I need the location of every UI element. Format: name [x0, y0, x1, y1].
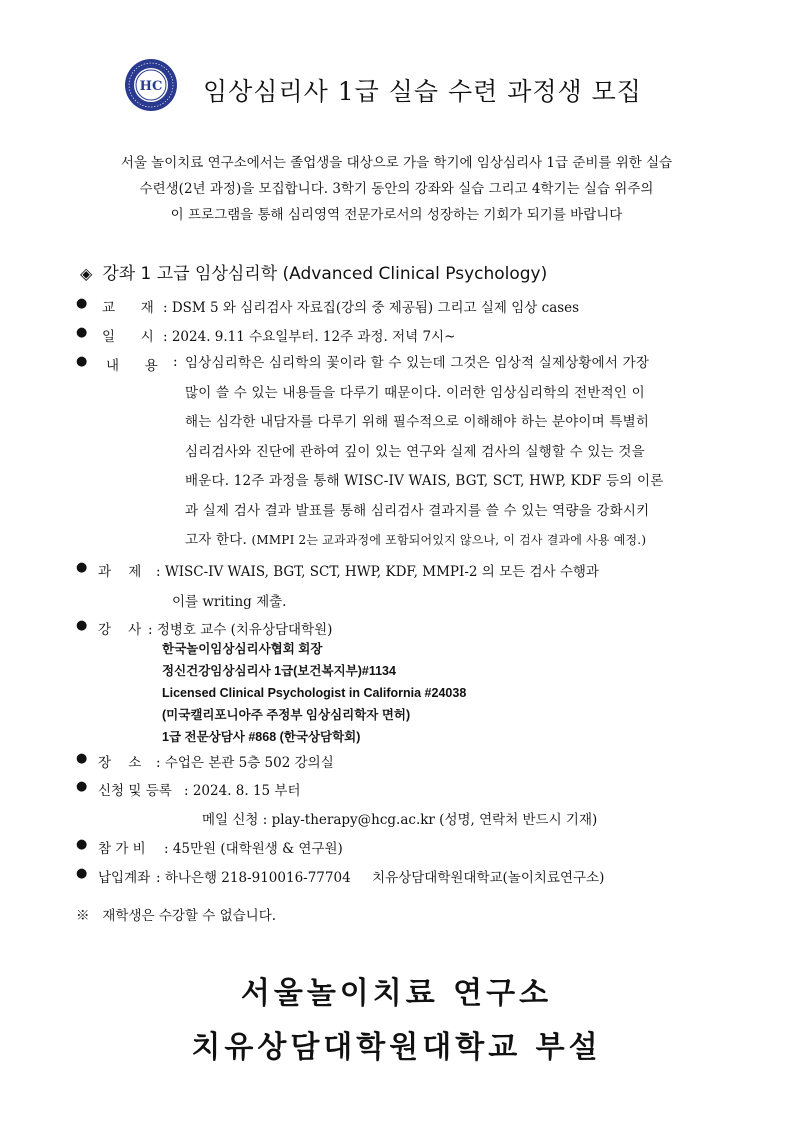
- item-label: 교 재: [102, 300, 154, 316]
- item-value: : 2024. 9.11 수요일부터. 12주 과정. 저녁 7시~: [163, 329, 456, 345]
- footer-affiliation: 치유상담대학원대학교 부설: [191, 1030, 602, 1065]
- credential-line: 정신건강임상심리사 1급(보건복지부)#1134: [162, 664, 396, 678]
- content-line: 임상심리학은 심리학의 꽃이라 할 수 있는데 그것은 임상적 실제상황에서 가장: [185, 355, 650, 371]
- content-line: 심리검사와 진단에 관하여 깊이 있는 연구와 실제 검사의 실행할 수 있는 것을: [185, 443, 645, 460]
- content-line: 해는 심각한 내담자를 다루기 위해 필수적으로 이해해야 하는 분야이며 특별히: [185, 414, 650, 430]
- svg-text:HC: HC: [139, 79, 163, 94]
- credential-line: 1급 전문상담사 #868 (한국상담학회): [162, 730, 361, 744]
- content-line: 많이 쓸 수 있는 내용들을 다루기 때문이다. 이러한 임상심리학의 전반적인 이: [185, 384, 645, 401]
- header: [0, 58, 793, 114]
- credential-line: (미국캘리포니아주 주정부 임상심리학자 면허): [162, 708, 411, 722]
- item-value: : WISC-IV WAIS, BGT, SCT, HWP, KDF, MMPI-2 의 모든 검사 수행과: [156, 564, 599, 580]
- notice-text: ※ 재학생은 수강할 수 없습니다.: [76, 908, 277, 924]
- item-value: : 2024. 8. 15 부터: [184, 783, 301, 799]
- item-label: 장 소: [98, 755, 142, 771]
- item-value: : 하나은행 218-910016-77704 치유상담대학원대학교(놀이치료연구소): [156, 870, 605, 886]
- bullet-icon: ●: [76, 354, 88, 369]
- footer-organization: 서울놀이치료 연구소: [240, 976, 553, 1011]
- institution-seal-icon: [124, 58, 178, 112]
- content-line: 배운다. 12주 과정을 통해 WISC-IV WAIS, BGT, SCT, HWP, KDF 등의 이론: [185, 473, 664, 489]
- item-label: 강 사: [98, 622, 142, 638]
- course-title: 강좌 1 고급 임상심리학 (Advanced Clinical Psychology): [102, 264, 548, 284]
- registration-email-line: 메일 신청 : play-therapy@hcg.ac.kr (성명, 연락처 반드시 기재): [202, 812, 598, 828]
- bullet-icon: ●: [76, 837, 88, 852]
- intro-line: 수련생(2년 과정)을 모집합니다. 3학기 동안의 강좌와 실습 그리고 4학기는 실습 위주의: [139, 181, 654, 197]
- bullet-icon: ●: [76, 296, 88, 311]
- credential-line: Licensed Clinical Psychologist in California #24038: [162, 686, 467, 700]
- content-note: (MMPI 2는 교과과정에 포함되어있지 않으나, 이 검사 결과에 사용 예정.): [251, 533, 647, 547]
- bullet-icon: ●: [76, 751, 88, 766]
- intro-paragraph: [60, 150, 733, 228]
- content-last-line: 고자 한다.: [185, 532, 247, 548]
- item-label: 신청 및 등록: [98, 783, 172, 799]
- item-label: 일 시: [102, 329, 154, 345]
- content-line: 과 실제 검사 결과 발표를 통해 심리검사 결과지를 쓸 수 있는 역량을 강화시키: [185, 502, 650, 519]
- item-label: 과 제: [98, 564, 142, 580]
- intro-line: 이 프로그램을 통해 심리영역 전문가로서의 성장하는 기회가 되기를 바랍니다: [170, 207, 623, 223]
- bullet-icon: ●: [76, 325, 88, 340]
- item-label: 내 용: [106, 358, 158, 374]
- item-value: : 45만원 (대학원생 & 연구원): [164, 841, 343, 857]
- document-title: 임상심리사 1급 실습 수련 과정생 모집: [203, 77, 642, 106]
- item-value: : DSM 5 와 심리검사 자료집(강의 중 제공됨) 그리고 실제 임상 cases: [163, 300, 580, 316]
- instructor-credentials: [162, 638, 466, 748]
- credential-line: 한국놀이임상심리사협회 회장: [162, 642, 323, 656]
- item-label: 납입계좌: [98, 870, 151, 886]
- assignment-continuation: 이를 writing 제출.: [172, 594, 287, 610]
- content-line: [185, 526, 745, 556]
- course-heading: [80, 259, 547, 284]
- bullet-icon: ●: [76, 618, 88, 633]
- diamond-marker-icon: ◈: [80, 264, 93, 283]
- item-separator: :: [173, 354, 178, 370]
- intro-line: 서울 놀이치료 연구소에서는 졸업생을 대상으로 가을 학기에 임상심리사 1급 준비를 위한 실습: [120, 155, 673, 171]
- bullet-icon: ●: [76, 866, 88, 881]
- item-value: : 수업은 본관 5층 502 강의실: [156, 755, 334, 771]
- item-label: 참 가 비: [98, 841, 146, 857]
- item-value: : 정병호 교수 (치유상담대학원): [148, 622, 333, 638]
- content-text: [185, 349, 745, 556]
- bullet-icon: ●: [76, 779, 88, 794]
- bullet-icon: ●: [76, 560, 88, 575]
